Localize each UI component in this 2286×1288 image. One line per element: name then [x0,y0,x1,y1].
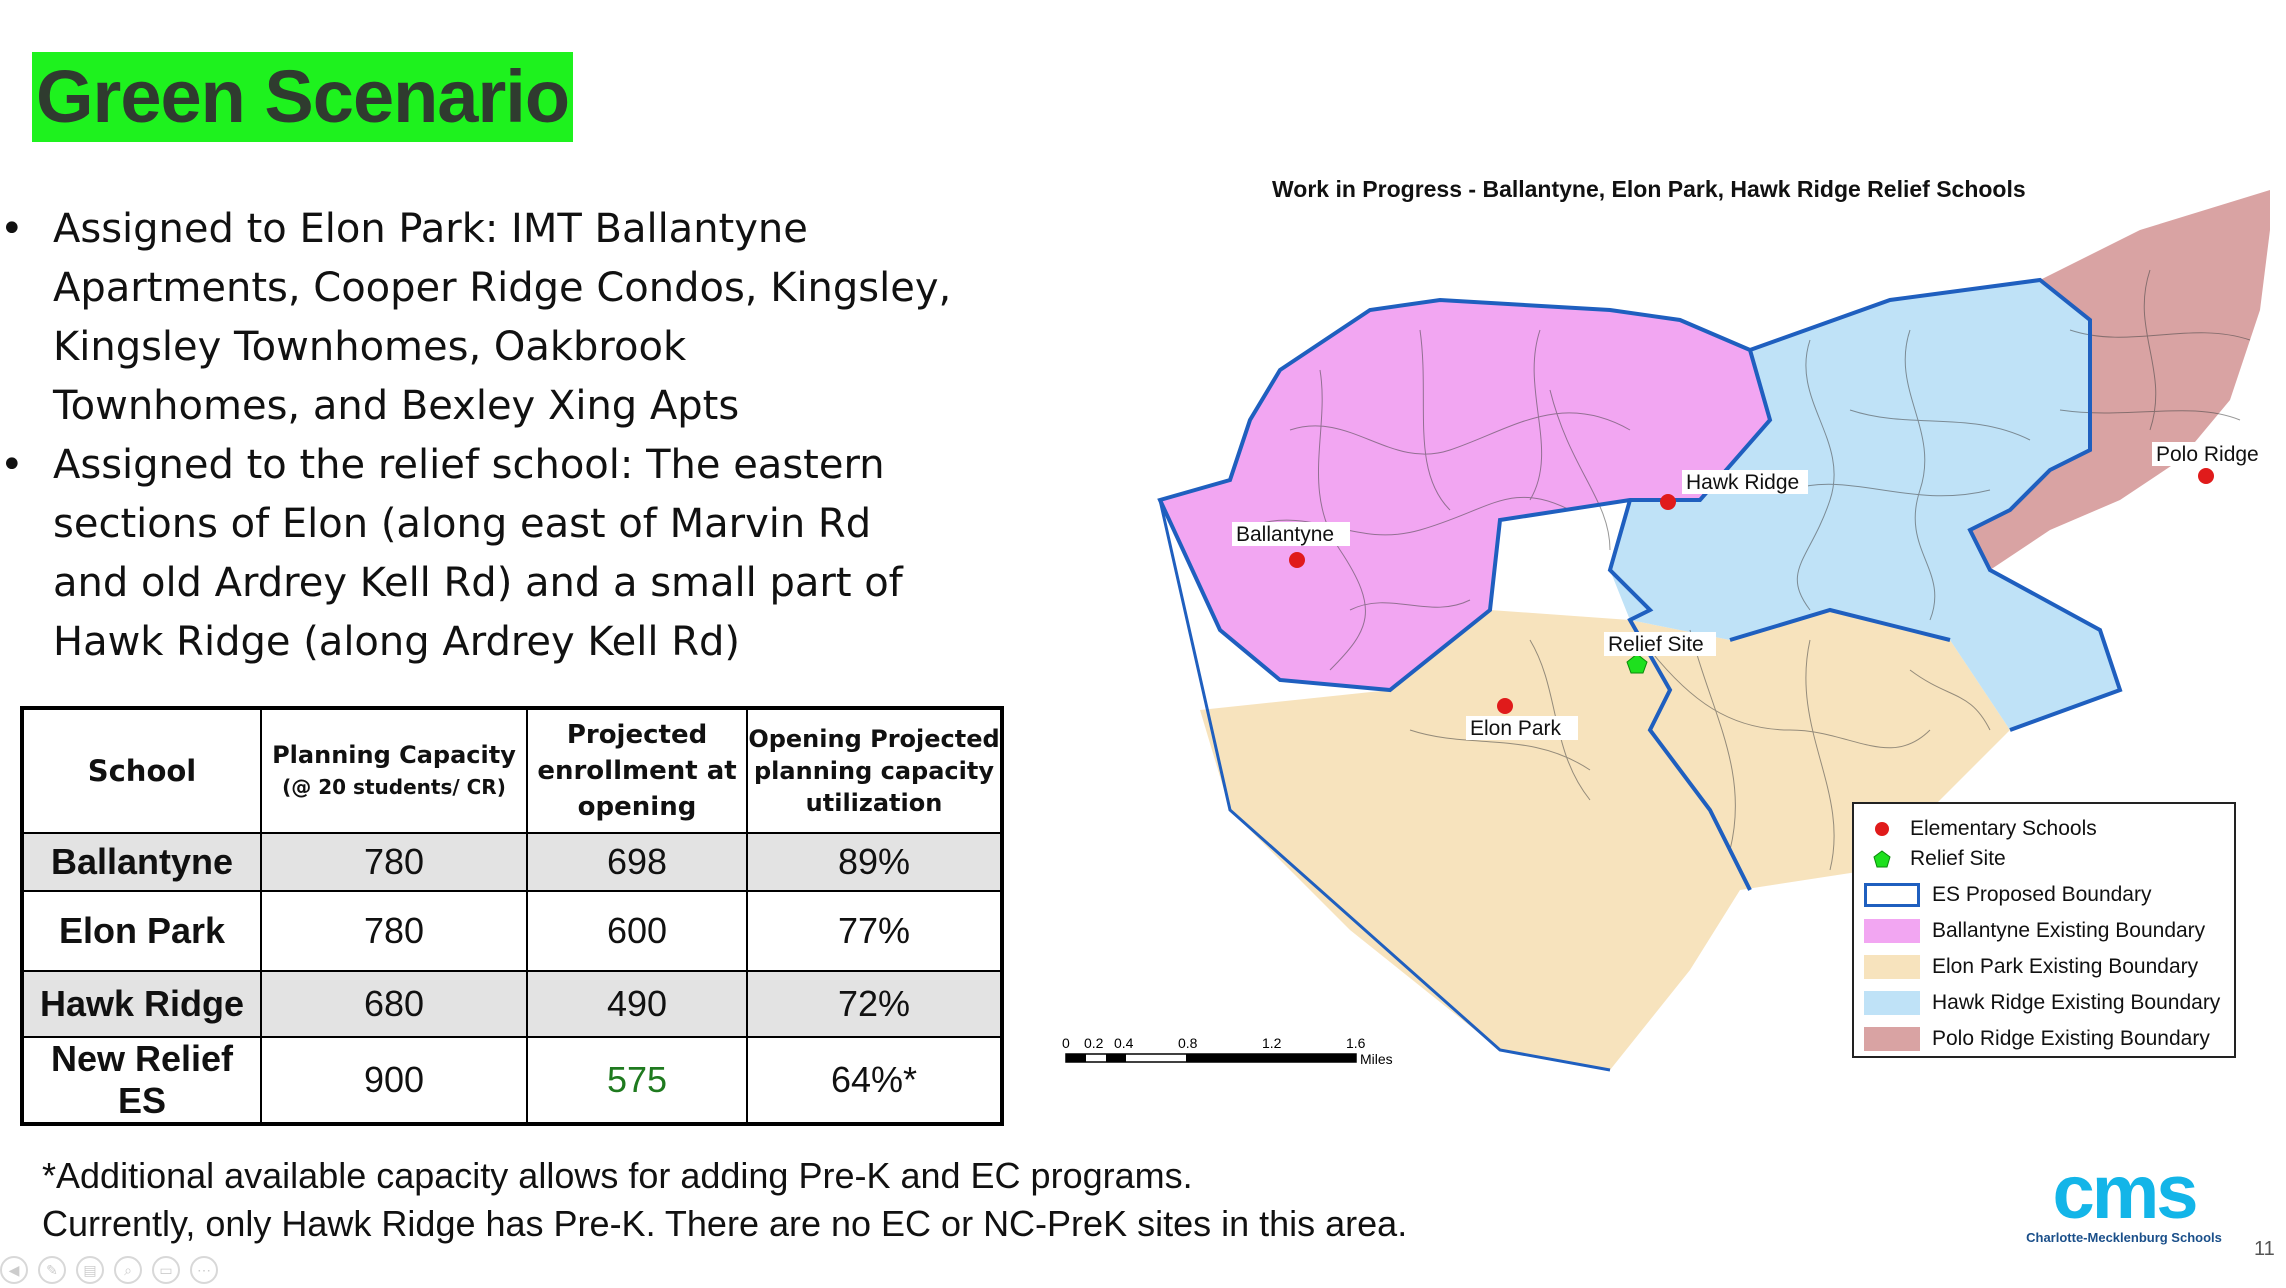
cell-capacity: 780 [261,891,527,971]
tan-swatch [1864,955,1920,979]
cell-projected: 575 [527,1037,747,1124]
table-row [22,1037,1002,1124]
pen-icon[interactable]: ✎ [38,1256,66,1284]
svg-text:Charlotte-Mecklenburg Schools: Charlotte-Mecklenburg Schools [2026,1230,2222,1245]
scale-tick-label: 0 [1062,1036,1070,1051]
red-dot-icon [1854,819,1910,839]
bullet-line: sections of Elon (along east of Marvin Rd [53,501,872,547]
map-title: Work in Progress - Ballantyne, Elon Park, Hawk Ridge Relief Schools [1272,176,2026,202]
header-line: Opening Projected [748,725,1000,753]
capacity-table [20,706,1004,1126]
table-row [22,971,1002,1037]
cell-utilization: 89% [747,833,1002,891]
footnote-line: *Additional available capacity allows for adding Pre-K and EC programs. [42,1155,1193,1196]
cell-capacity: 680 [261,971,527,1037]
bullet-line: Hawk Ridge (along Ardrey Kell Rd) [53,619,740,665]
elon-park-school-dot [1497,698,1513,714]
map-legend [1852,802,2236,1058]
ballantyne-school-dot [1289,552,1305,568]
cell-school: Elon Park [22,891,261,971]
polo-ridge-school-dot [2198,468,2214,484]
slide-controls [0,1256,218,1288]
zoom-icon[interactable]: ⌕ [114,1256,142,1284]
cell-school: New Relief ES [22,1037,261,1124]
bullet-line: Assigned to the relief school: The eastern [53,442,885,488]
header-planning-capacity [261,708,527,833]
legend-item [1854,844,2006,874]
cell-utilization: 77% [747,891,1002,971]
legend-item [1854,916,2205,946]
legend-item [1854,814,2097,844]
bullet-marker: • [0,206,24,252]
cell-utilization: 72% [747,971,1002,1037]
legend-item [1854,988,2220,1018]
legend-item [1854,880,2151,910]
header-school: School [22,708,261,833]
bullet-item [0,436,1000,672]
legend-label: Polo Ridge Existing Boundary [1932,1027,2210,1050]
svg-text:cms: cms [2052,1164,2196,1235]
scale-tick-label: 0.2 [1084,1036,1104,1051]
legend-item [1854,1024,2210,1054]
blue-outline-swatch [1864,883,1920,907]
header-line: enrollment at [537,756,737,786]
cell-capacity: 900 [261,1037,527,1124]
map-scale-bar [1062,1036,1402,1076]
cell-utilization: 64%* [747,1037,1002,1124]
header-planning-capacity-sub: (@ 20 students/ CR) [282,775,506,799]
slides-icon[interactable]: ▤ [76,1256,104,1284]
rose-swatch [1864,1027,1920,1051]
hawk-ridge-map-label: Hawk Ridge [1686,471,1800,494]
relief-site-map-label: Relief Site [1608,633,1704,656]
cell-projected: 490 [527,971,747,1037]
polo-ridge-map-label: Polo Ridge [2156,443,2259,466]
legend-label: Elementary Schools [1910,817,2097,840]
header-line: planning capacity [754,757,994,785]
legend-label: Ballantyne Existing Boundary [1932,919,2206,942]
cell-school: Hawk Ridge [22,971,261,1037]
footnote [42,1152,1407,1248]
header-planning-capacity-label: Planning Capacity [272,741,516,769]
page-number: 11 [2254,1238,2275,1260]
table-row [22,891,1002,971]
bullet-line: Assigned to Elon Park: IMT Ballantyne [53,206,808,252]
bullet-line: and old Ardrey Kell Rd) and a small part of [53,560,903,606]
hawk-ridge-school-dot [1660,494,1676,510]
scale-tick-label: 1.2 [1262,1036,1282,1051]
cell-projected: 600 [527,891,747,971]
bullet-list [0,200,1000,672]
header-projected-enrollment [527,708,747,833]
legend-label: Relief Site [1910,847,2006,870]
header-line: Projected [566,720,708,750]
legend-label: Hawk Ridge Existing Boundary [1932,991,2221,1014]
bullet-line: Kingsley Townhomes, Oakbrook [53,324,687,370]
cms-logo [2014,1164,2234,1248]
subtitles-icon[interactable]: ▭ [152,1256,180,1284]
more-options-icon[interactable]: ⋯ [190,1256,218,1284]
header-line: opening [577,792,697,822]
header-line: utilization [805,789,943,817]
light-blue-swatch [1864,991,1920,1015]
green-pentagon-icon [1854,849,1910,869]
bullet-item [0,200,1000,436]
ballantyne-map-label: Ballantyne [1236,523,1335,546]
scale-tick-label: 0.4 [1114,1036,1134,1051]
elon-park-map-label: Elon Park [1470,717,1562,740]
slide-title: Green Scenario [32,52,573,142]
bullet-line: Apartments, Cooper Ridge Condos, Kingsley, [53,265,952,311]
scale-tick-label: 0.8 [1178,1036,1198,1051]
bullet-marker: • [0,442,24,488]
legend-item [1854,952,2198,982]
pink-swatch [1864,919,1920,943]
table-row [22,833,1002,891]
legend-label: ES Proposed Boundary [1932,883,2152,906]
cell-capacity: 780 [261,833,527,891]
prev-arrow-icon[interactable]: ◀ [0,1256,28,1284]
cell-school: Ballantyne [22,833,261,891]
legend-label: Elon Park Existing Boundary [1932,955,2199,978]
cell-projected: 698 [527,833,747,891]
footnote-line: Currently, only Hawk Ridge has Pre-K. There are no EC or NC-PreK sites in this area. [42,1203,1408,1244]
scale-unit: Miles [1360,1051,1393,1067]
scale-tick-label: 1.6 [1346,1036,1366,1051]
bullet-line: Townhomes, and Bexley Xing Apts [53,383,740,429]
header-opening-utilization [747,708,1002,833]
table-header-row [22,708,1002,833]
